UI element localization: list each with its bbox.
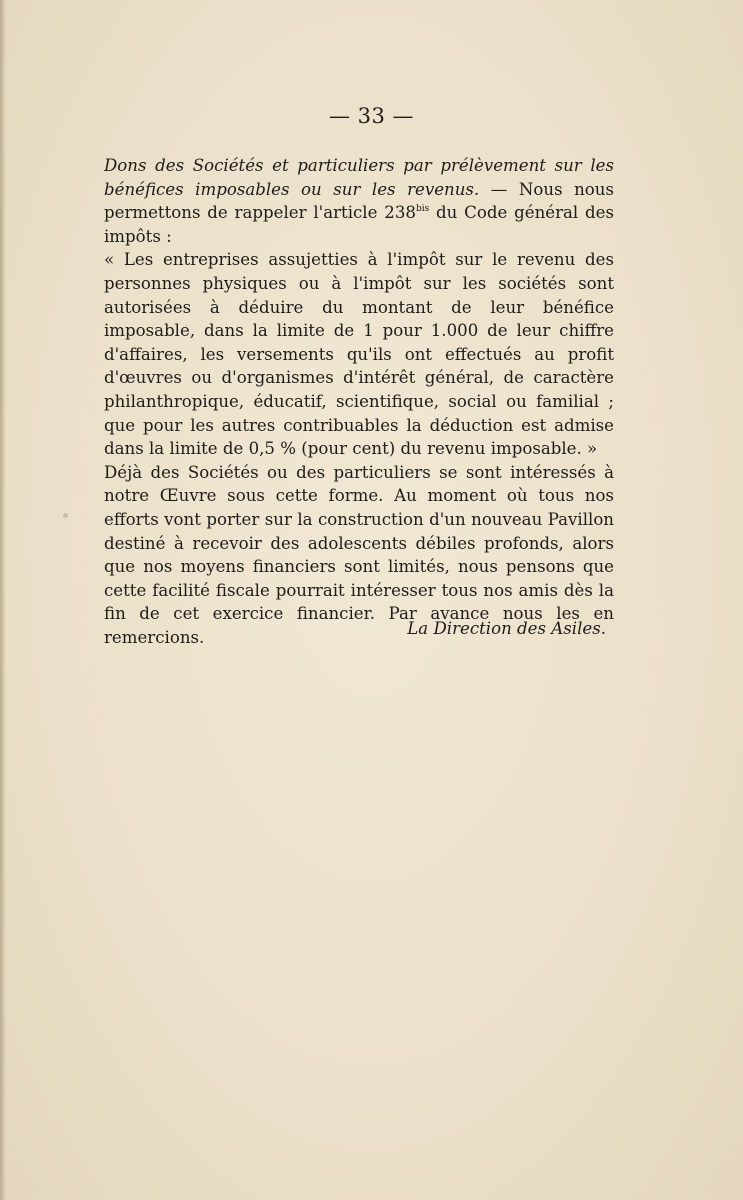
code-reference-text: du Code général des impôts : [104,203,614,246]
page-number: — 33 — [328,104,415,128]
page-edge-shadow [0,0,6,1200]
paragraph-donations [104,154,614,248]
article-reference-text: — Nous nous permettons de rappeler l'article 238 [104,179,615,223]
paper-speck [63,513,68,518]
section-heading: Dons des Sociétés et particuliers par prélèvement sur les bénéfices imposables ou sur les revenus. [104,156,614,199]
signature: La Direction des Asiles. [407,619,606,638]
article-superscript: bis [415,204,430,215]
paragraph-appeal: Déjà des Sociétés ou des particuliers se sont intéressés à notre Œuvre sous cette forme. Au moment où tous nos efforts vont porter sur la construction d'un nouveau Pavillon destiné à recevoir des adolescents débiles profonds, alors que nos moyens financiers sont limités, nous pensons que cette facilité fiscale pourrait intéresser tous nos amis dès la fin de cet exercice financier. Par avance nous les en remercions. [104,462,614,647]
body-text [104,154,614,649]
paragraph-quote: « Les entreprises assujetties à l'impôt sur le revenu des personnes physiques ou à l'impôt sur les sociétés sont autorisées à déduire du montant de leur bénéfice imposable, dans la limite de 1 pour 1.000 de leur chiffre d'affaires, les versements qu'ils ont effectués au profit d'œuvres ou d'organismes d'intérêt général, de caractère philanthropique, éducatif, scientifique, social ou familial ; que pour les autres contribuables la déduction est admise dans la limite de 0,5 % (pour cent) du revenu imposable. » [104,250,614,459]
